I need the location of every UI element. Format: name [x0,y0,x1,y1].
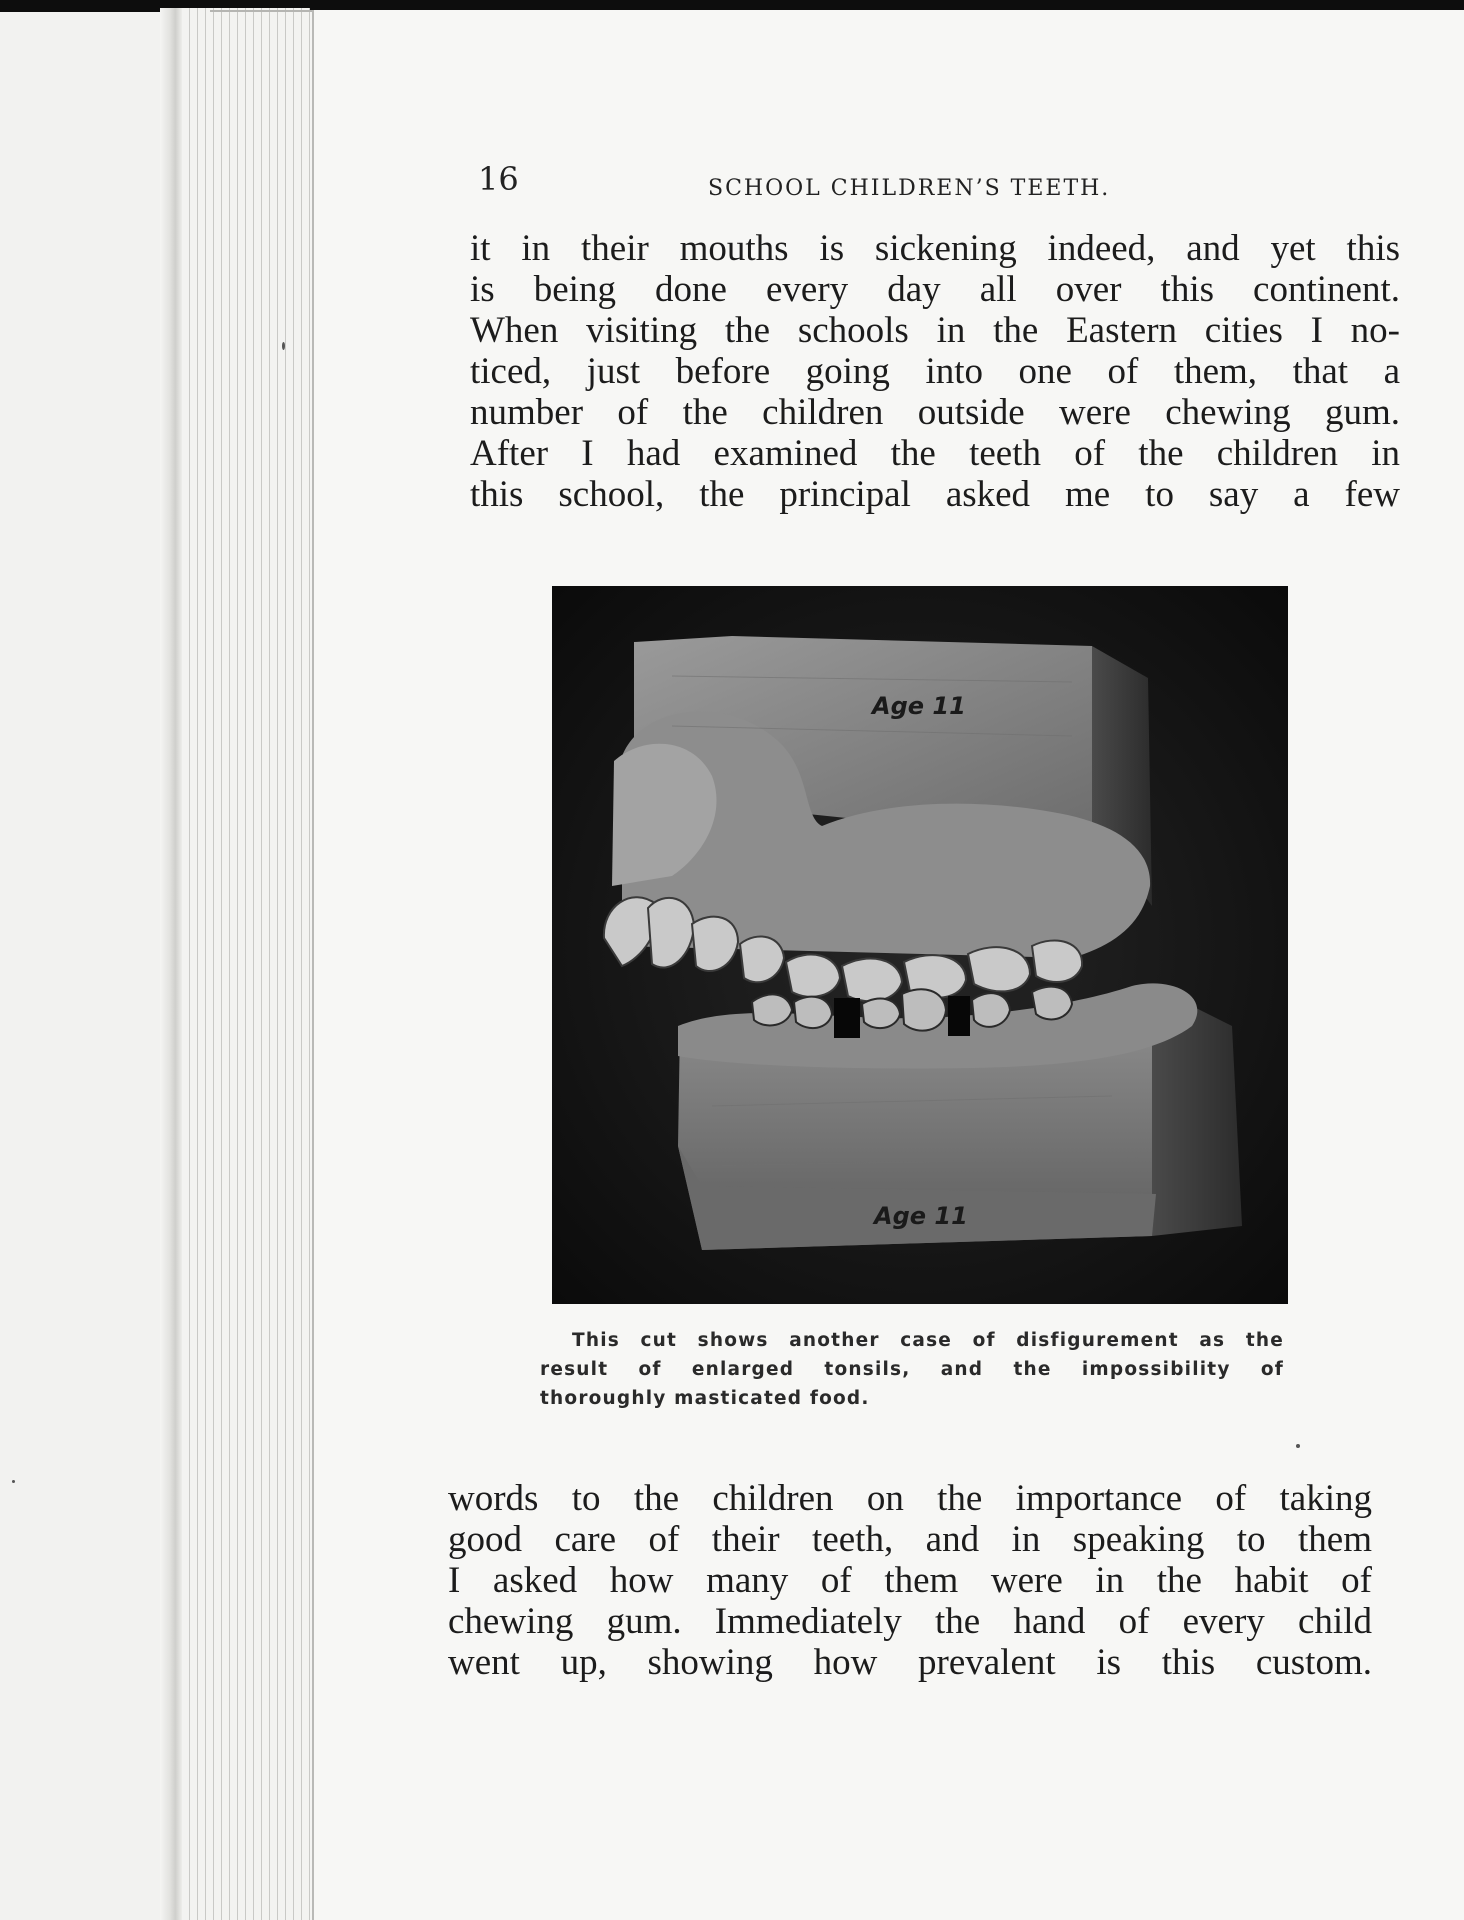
text-line: it in their mouths is sickening indeed, and yet this [470,228,1400,269]
text-line: ticed, just before going into one of them, that a [470,351,1400,392]
caption-line: This cut shows another case of disfigurement as the [572,1330,1284,1351]
text-line: I asked how many of them were in the habit of [448,1560,1372,1601]
facing-blank-page [0,12,168,1920]
running-title: SCHOOL CHILDREN’S TEETH. [708,176,1111,201]
text-line: words to the children on the importance of taking [448,1478,1372,1519]
figure-caption [540,1326,1284,1413]
upper-cast-label: Age 11 [872,692,966,720]
dental-cast-photo [552,586,1288,1304]
text-line: this school, the principal asked me to say a few [470,474,1400,515]
scan-speck [12,1480,15,1483]
scan-speck [1296,1444,1300,1448]
scan-speck [282,342,285,350]
text-line: number of the children outside were chewing gum. [470,392,1400,433]
page-edges-top [210,10,320,28]
stacked-page-edges [182,8,310,1920]
text-line: After I had examined the teeth of the children in [470,433,1400,474]
text-line: When visiting the schools in the Eastern cities I no- [470,310,1400,351]
text-line: went up, showing how prevalent is this custom. [448,1642,1372,1683]
text-line: chewing gum. Immediately the hand of every child [448,1601,1372,1642]
caption-line: result of enlarged tonsils, and the impossibility of [540,1359,1284,1380]
book-fold-shadow [160,8,182,1920]
lower-cast-label: Age 11 [874,1202,968,1230]
text-line: good care of their teeth, and in speaking to them [448,1519,1372,1560]
text-line: is being done every day all over this continent. [470,269,1400,310]
paragraph-top [470,228,1400,515]
dental-cast-illustration [552,586,1288,1304]
caption-line: thoroughly masticated food. [540,1388,870,1409]
paragraph-bottom [448,1478,1372,1683]
page-number: 16 [478,160,519,198]
